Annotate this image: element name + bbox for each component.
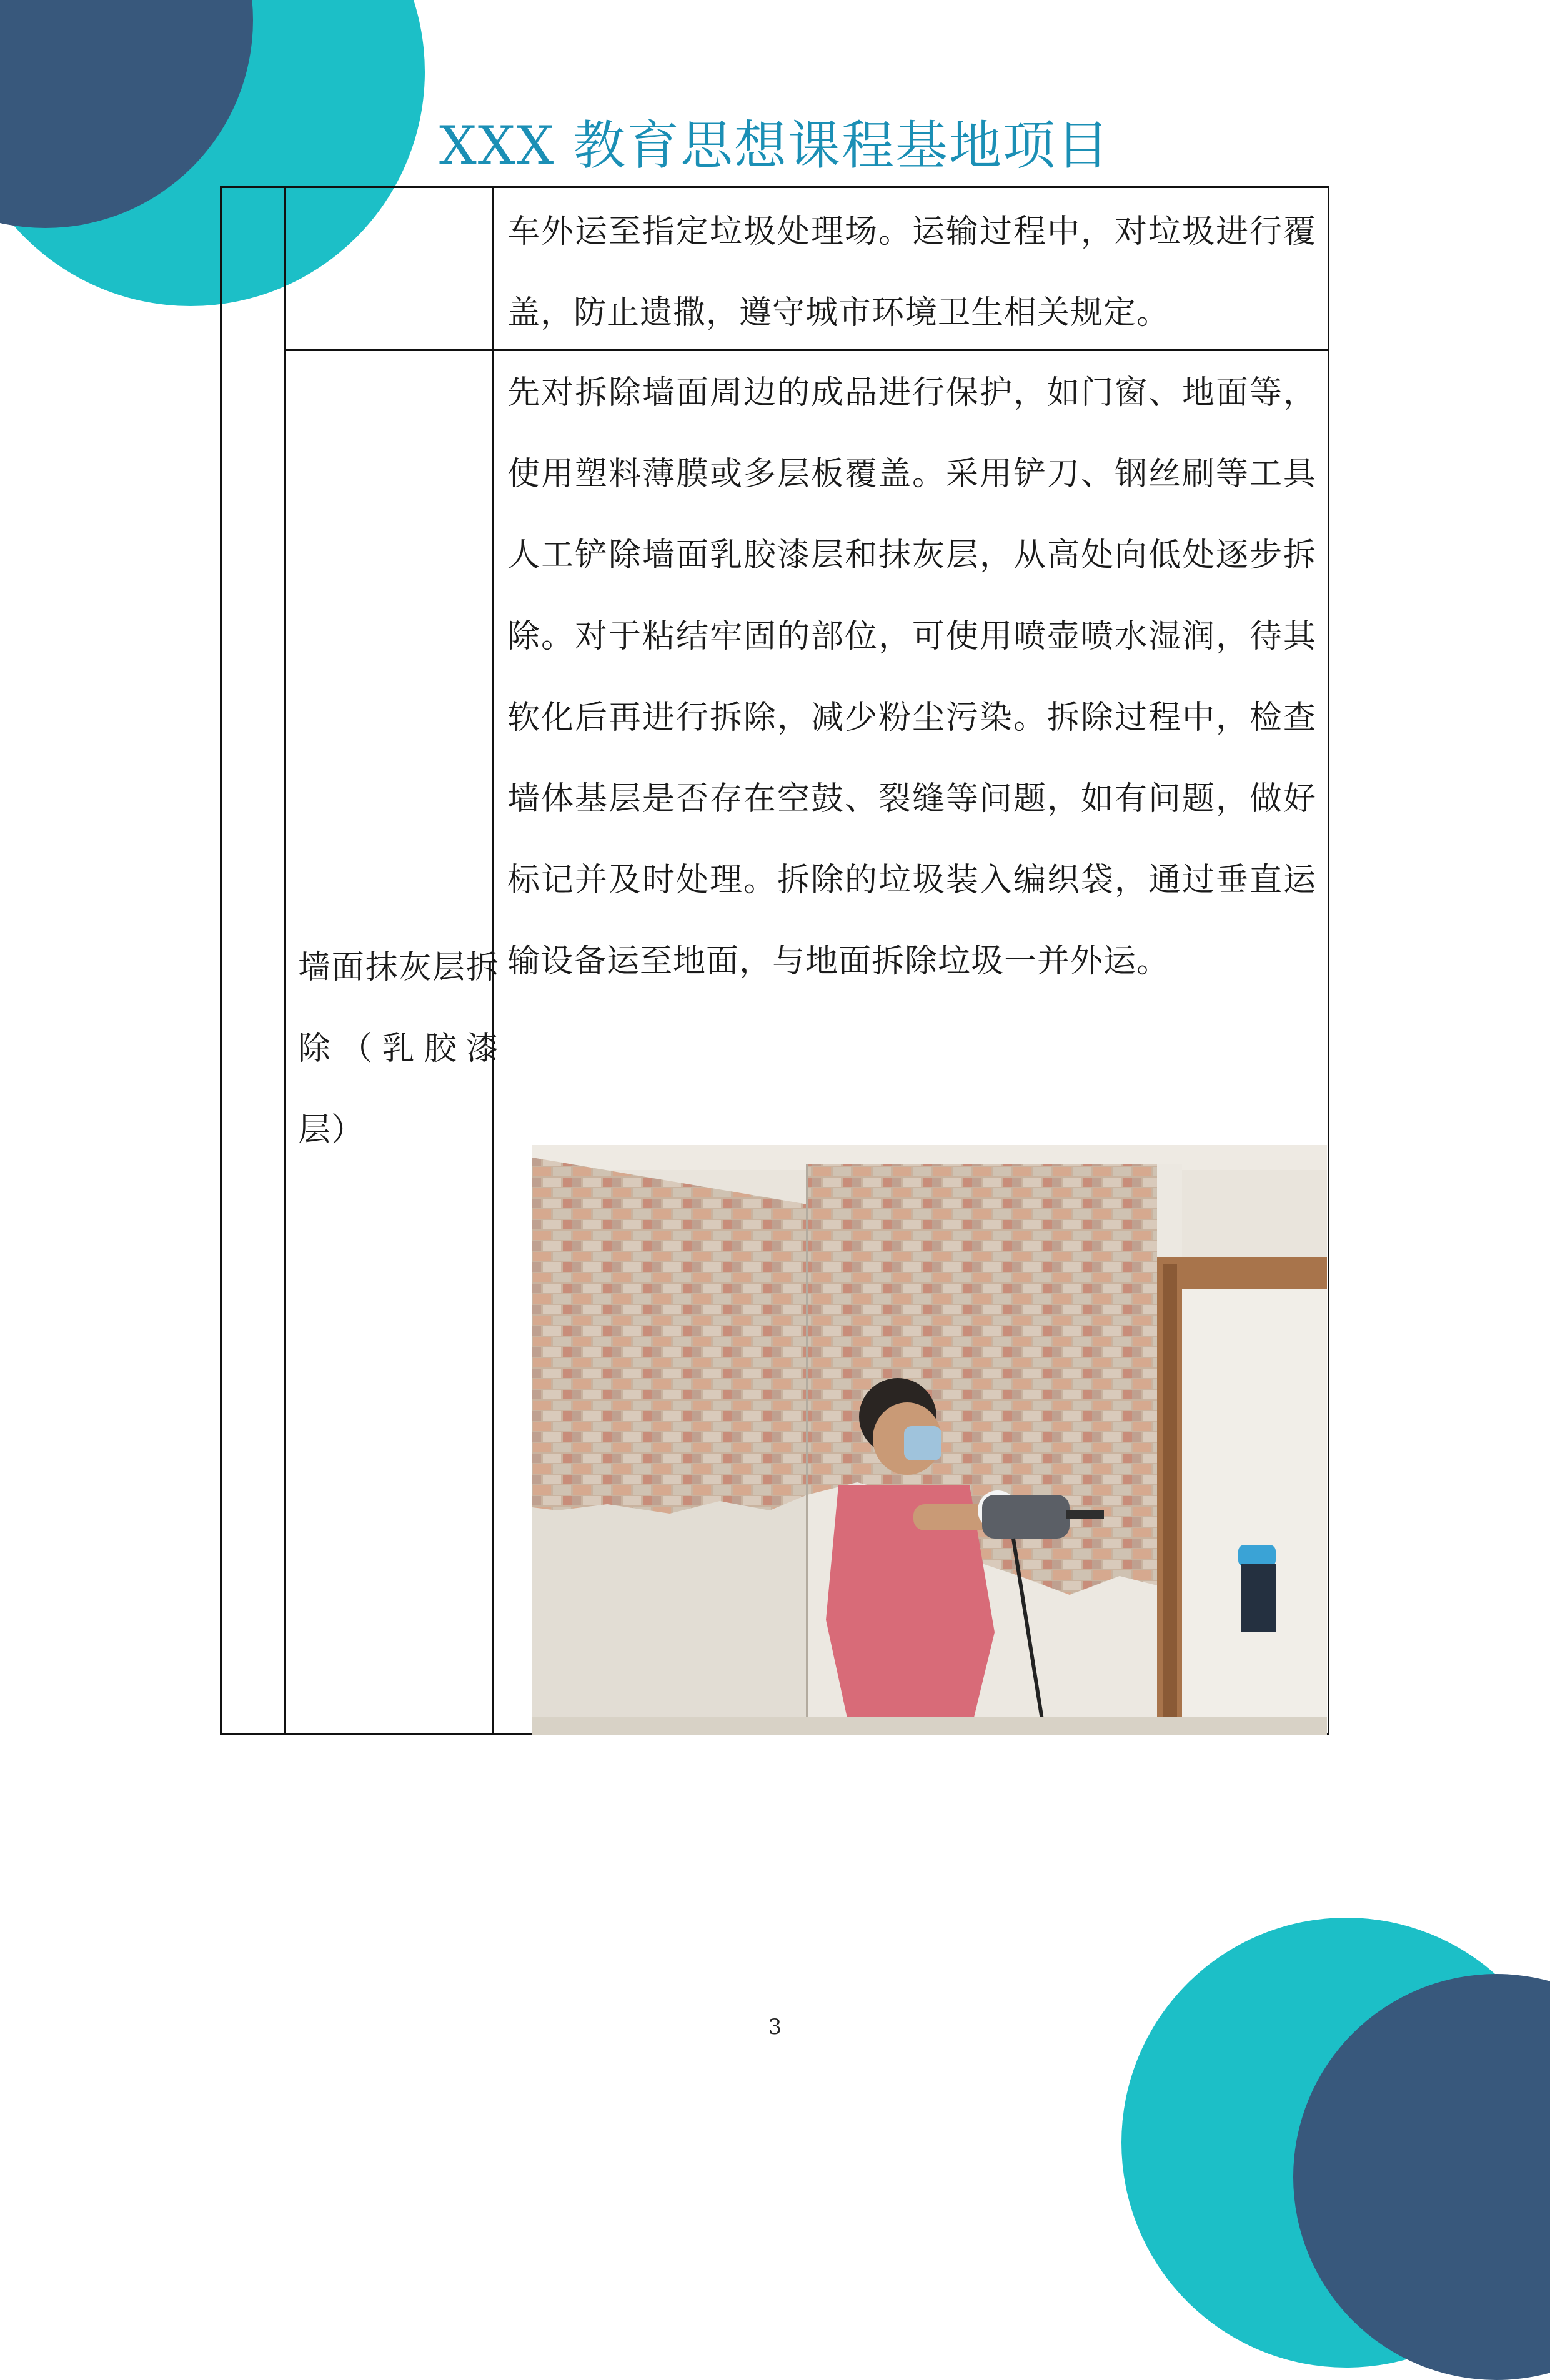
table-row-2-label: 墙面抹灰层拆除（乳胶漆层） (298, 949, 499, 1149)
table-column-divider (284, 188, 286, 1733)
table-row-2-content: 先对拆除墙面周边的成品进行保护，如门窗、地面等，使用塑料薄膜或多层板覆盖。采用铲刀、钢丝刷等工具人工铲除墙面乳胶漆层和抹灰层，从高处向低处逐步拆除。对于粘结牢固的部位，可使用喷壶喷水湿润，待其软化后再进行拆除，减少粉尘污染。拆除过程中，检查墙体基层是否存在空鼓、裂缝等问题，如有问题，做好标记并及时处理。拆除的垃圾装入编织袋，通过垂直运输设备运至地面，与地面拆除垃圾一并外运。 (507, 374, 1316, 980)
page-title: XXX 教育思想课程基地项目 (439, 115, 1111, 176)
construction-method-table (220, 186, 1329, 1735)
page-number: 3 (768, 2015, 782, 2040)
wall-plaster-removal-photo (532, 1145, 1327, 1735)
table-row-1-content: 车外运至指定垃圾处理场。运输过程中，对垃圾进行覆盖，防止遗撒，遵守城市环境卫生相关规定。 (507, 213, 1316, 332)
